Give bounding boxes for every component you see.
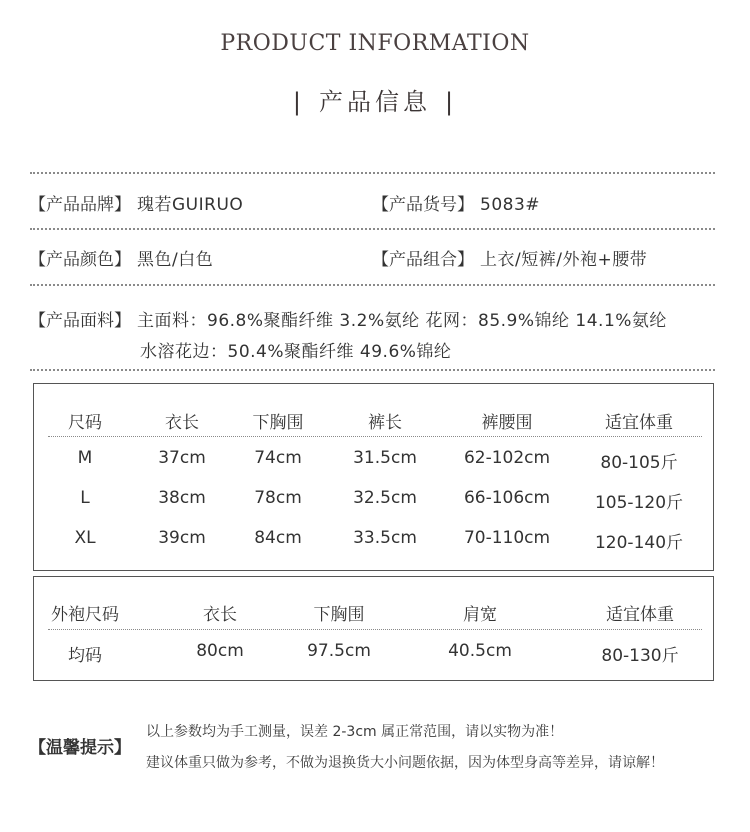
size-row-m-size: M (77, 448, 93, 468)
robe-row-size: 均码 (68, 646, 102, 666)
fabric-row (29, 306, 667, 331)
tips-line-2: 建议体重只做为参考，不做为退换货大小问题依据，因为体型身高等差异，请谅解！ (146, 755, 664, 771)
robe-header-weight: 适宜体重 (606, 605, 674, 625)
size-row-l-pants-length: 32.5cm (353, 488, 417, 508)
divider-3 (30, 284, 715, 286)
size-header-underbust: 下胸围 (252, 413, 304, 433)
fabric-line-2: 水溶花边：50.4%聚酯纤维 49.6%锦纶 (140, 342, 452, 362)
robe-row-weight: 80-130斤 (601, 646, 679, 666)
size-row-xl-size: XL (74, 528, 96, 548)
robe-row-length: 80cm (196, 641, 244, 661)
sku-value: 5083# (480, 195, 541, 215)
divider-2 (30, 228, 715, 230)
size-row-l-size: L (80, 488, 90, 508)
color-label: 【产品颜色】 (29, 250, 131, 270)
robe-table-divider (48, 629, 702, 630)
robe-header-length: 衣长 (203, 605, 237, 625)
size-row-xl-length: 39cm (158, 528, 206, 548)
combo-row (372, 245, 647, 270)
brand-row (29, 190, 243, 215)
robe-header-underbust: 下胸围 (313, 605, 365, 625)
size-row-m-pants-length: 31.5cm (353, 448, 417, 468)
robe-row-shoulder: 40.5cm (448, 641, 512, 661)
size-table-divider (48, 436, 702, 437)
size-header-size: 尺码 (68, 413, 102, 433)
divider-4 (30, 369, 715, 371)
size-row-m-underbust: 74cm (254, 448, 302, 468)
title-english: PRODUCT INFORMATION (220, 31, 530, 56)
fabric-label: 【产品面料】 (29, 311, 131, 331)
fabric-line-1: 主面料：96.8%聚酯纤维 3.2%氨纶 花网：85.9%锦纶 14.1%氨纶 (137, 311, 667, 331)
sku-row (372, 190, 540, 215)
robe-table (33, 576, 714, 681)
size-row-m-weight: 80-105斤 (600, 453, 678, 473)
size-table (33, 383, 714, 571)
robe-row-underbust: 97.5cm (307, 641, 371, 661)
size-header-pants-length: 裤长 (368, 413, 402, 433)
title-bar-right: | (445, 88, 458, 116)
sku-label: 【产品货号】 (372, 195, 474, 215)
fabric-row-2 (140, 337, 451, 362)
size-row-m-length: 37cm (158, 448, 206, 468)
size-row-l-length: 38cm (158, 488, 206, 508)
combo-label: 【产品组合】 (372, 250, 474, 270)
size-header-waist: 裤腰围 (481, 413, 533, 433)
tips-line-1: 以上参数均为手工测量，误差 2-3cm 属正常范围，请以实物为准！ (146, 724, 564, 740)
brand-value: 瑰若GUIRUO (137, 195, 244, 215)
size-header-weight: 适宜体重 (605, 413, 673, 433)
size-row-l-underbust: 78cm (254, 488, 302, 508)
title-bar-left: | (292, 88, 305, 116)
title-chinese-text: 产品信息 (319, 88, 431, 116)
robe-header-size: 外袍尺码 (51, 605, 119, 625)
tips-label: 【温馨提示】 (29, 738, 131, 758)
robe-header-shoulder: 肩宽 (463, 605, 497, 625)
size-row-l-waist: 66-106cm (463, 488, 551, 508)
size-row-xl-pants-length: 33.5cm (353, 528, 417, 548)
divider-top (30, 172, 715, 174)
color-value: 黑色/白色 (137, 250, 214, 270)
size-row-xl-weight: 120-140斤 (594, 533, 684, 553)
combo-value: 上衣/短裤/外袍+腰带 (480, 250, 648, 270)
size-row-xl-underbust: 84cm (254, 528, 302, 548)
size-row-l-weight: 105-120斤 (594, 493, 684, 513)
brand-label: 【产品品牌】 (29, 195, 131, 215)
size-row-xl-waist: 70-110cm (463, 528, 551, 548)
size-header-length: 衣长 (165, 413, 199, 433)
color-row (29, 245, 213, 270)
title-chinese (0, 82, 750, 117)
size-row-m-waist: 62-102cm (463, 448, 551, 468)
